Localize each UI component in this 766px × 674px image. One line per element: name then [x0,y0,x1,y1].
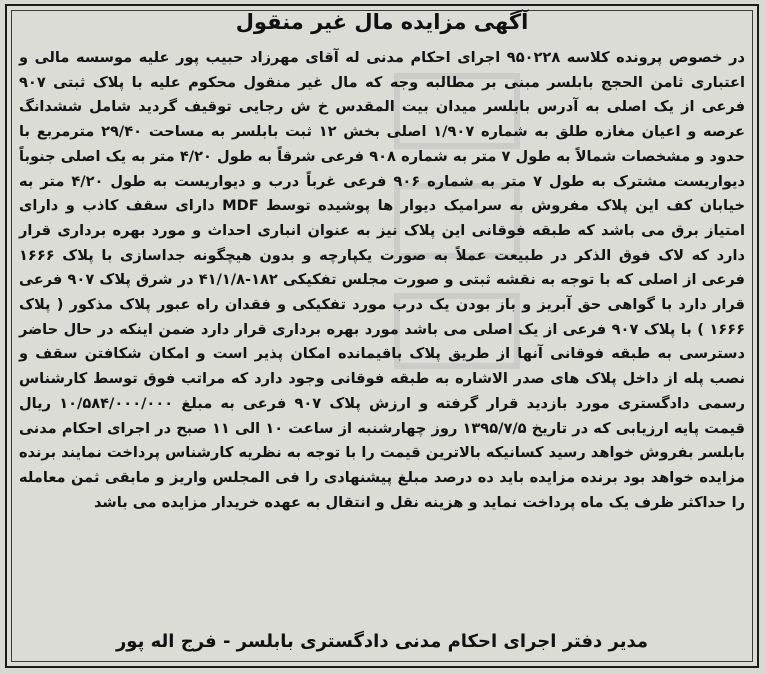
notice-signature: مدیر دفتر اجرای احکام مدنی دادگستری بابلسر - فرج اله پور [115,631,649,652]
notice-title: آگهی مزایده مال غیر منقول [235,10,529,34]
notice-frame [5,4,759,668]
notice-body: در خصوص پرونده کلاسه ۹۵۰۲۲۸ اجرای احکام مدنی له آقای مهرزاد حبیب پور علیه موسسه مالی و اعتباری ثامن الحجج بابلسر مبنی بر مطالبه وجه که مال غیر منقول محکوم علیه با پلاک ثبتی ۹۰۷ فرعی از یک اصلی به آدرس بابلسر میدان بیت المقدس خ ش رجایی توقیف گردید شامل ششدانگ عرصه و اعیان مغازه طلق به شماره ۱/۹۰۷ اصلی بخش ۱۲ ثبت بابلسر به مساحت ۲۹/۴۰ مترمربع با حدود و مشخصات شمالاً به طول ۷ متر به شماره ۹۰۸ فرعی شرقاً به طول ۴/۲۰ متر به یک اصلی جنوباً دیواریست مشترک به طول ۷ متر به شماره ۹۰۶ فرعی غرباً درب و دیواریست به طول ۴/۲۰ متر به خیابان کف این پلاک مفروش به سرامیک دیوار ها پوشیده توسط MDF دارای سقف کاذب و دارای امتیاز برق می باشد که طبقه فوقانی این پلاک نیز به عنوان انباری احداث و مورد بهره برداری قرار دارد که لاک فوق الذکر در طبیعت عملاً به صورت یکپارچه و بدون هیچگونه جداسازی با پلاک ۱۶۶۶ فرعی از اصلی که با توجه به نقشه ثبتی و صورت مجلس تفکیکی ۱۸۲-۴۱/۱/۸ در شرق پلاک ۹۰۷ فرعی قرار دارد با گواهی حق آبریز و باز بودن یک درب مورد تفکیکی و فقدان راه عبور پلاک مذکور ( پلاک ۱۶۶۶ ) با پلاک ۹۰۷ فرعی از یک اصلی می باشد مورد بهره برداری قرار دارد ضمن اینکه در حال حاضر دسترسی به طبقه فوقانی آنها از طریق پلاک باقیمانده امکان پذیر است و امکان شکافتن سقف و نصب پله از داخل پلاک های صدر الاشاره به طبقه فوقانی وجود دارد که مراتب فوق توسط کارشناس رسمی دادگستری مورد بازدید قرار گرفته و ارزش پلاک ۹۰۷ فرعی به مبلغ ۱۰/۵۸۴/۰۰۰/۰۰۰ ریال قیمت پایه ارزیابی که در تاریخ ۱۳۹۵/۷/۵ روز چهارشنبه از ساعت ۱۰ الی ۱۱ صبح در اجرای احکام مدنی بابلسر بفروش خواهد رسید کسانیکه بالاترین قیمت را با توجه به نظریه کارشناس پرداخت نمایند برنده مزایده خواهد بود برنده مزایده باید ده درصد مبلغ پیشنهادی را فی المجلس واریز و مابقی ثمن معامله را حداکثر ظرف یک ماه پرداخت نماید و هزینه نقل و انتقال به عهده خریدار مزایده می باشد [19,49,746,511]
